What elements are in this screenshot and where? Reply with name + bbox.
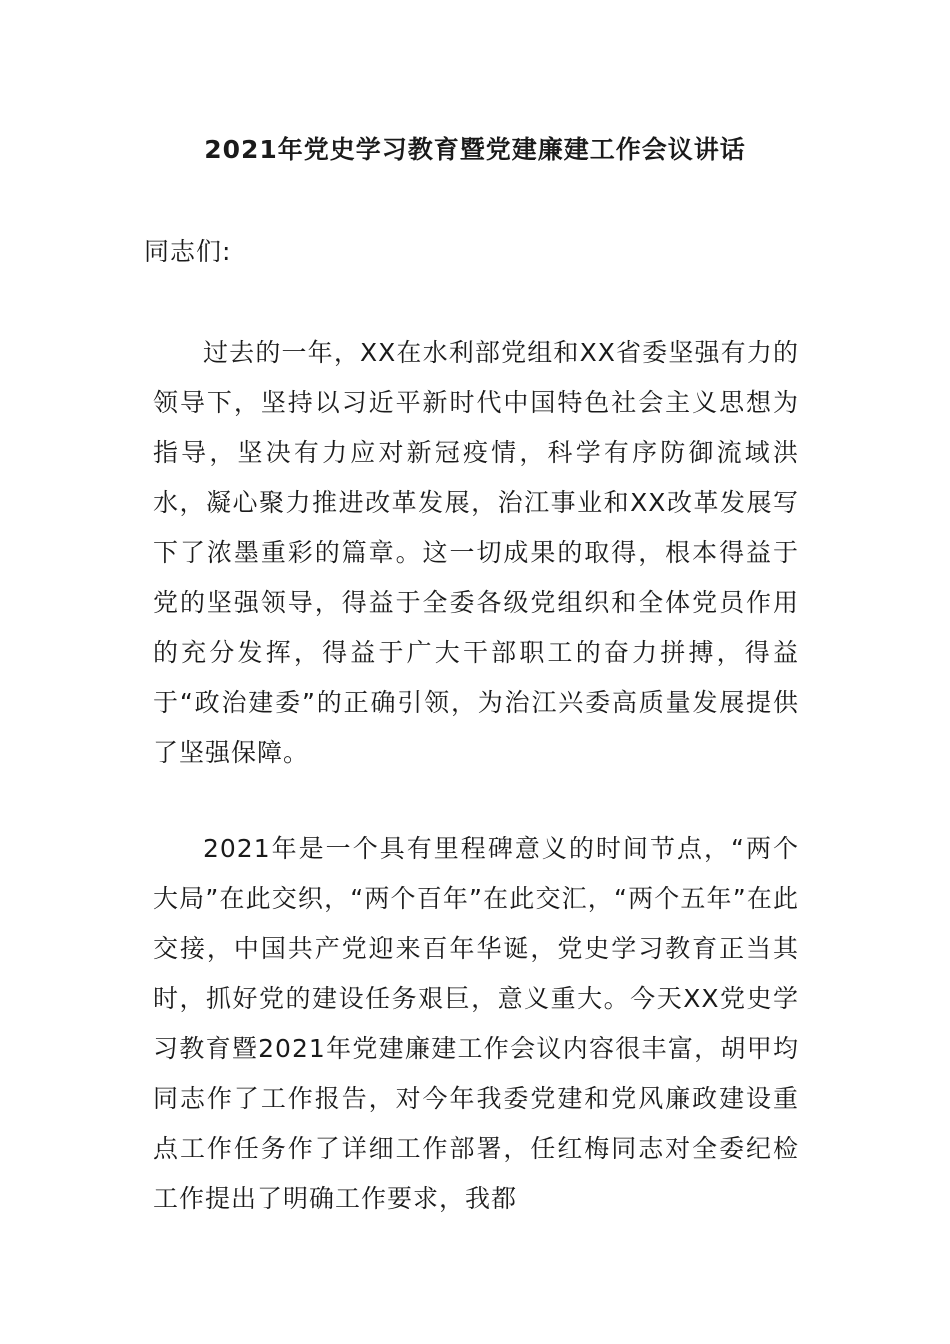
salutation: 同志们: [144, 237, 232, 266]
document-title: 2021年党史学习教育暨党建廉建工作会议讲话 [204, 135, 746, 164]
paragraph-2: 2021年是一个具有里程碑意义的时间节点，“两个大局”在此交织，“两个百年”在此交汇，“两个五年”在此交接，中国共产党迎来百年华诞，党史学习教育正当其时，抓好党的建设任务艰巨，意义重大。今天XX党史学习教育暨2021年党建廉建工作会议内容很丰富，胡甲均同志作了工作报告，对今年我委党建和党风廉政建设重点工作任务作了详细工作部署，任红梅同志对全委纪检工作提出了明确工作要求，我都 [153, 834, 799, 1213]
paragraph-1: 过去的一年，XX在水利部党组和XX省委坚强有力的领导下，坚持以习近平新时代中国特色社会主义思想为指导，坚决有力应对新冠疫情，科学有序防御流域洪水，凝心聚力推进改革发展，治江事业和XX改革发展写下了浓墨重彩的篇章。这一切成果的取得，根本得益于党的坚强领导，得益于全委各级党组织和全体党员作用的充分发挥，得益于广大干部职工的奋力拼搏，得益于“政治建委”的正确引领，为治江兴委高质量发展提供了坚强保障。 [153, 338, 799, 767]
